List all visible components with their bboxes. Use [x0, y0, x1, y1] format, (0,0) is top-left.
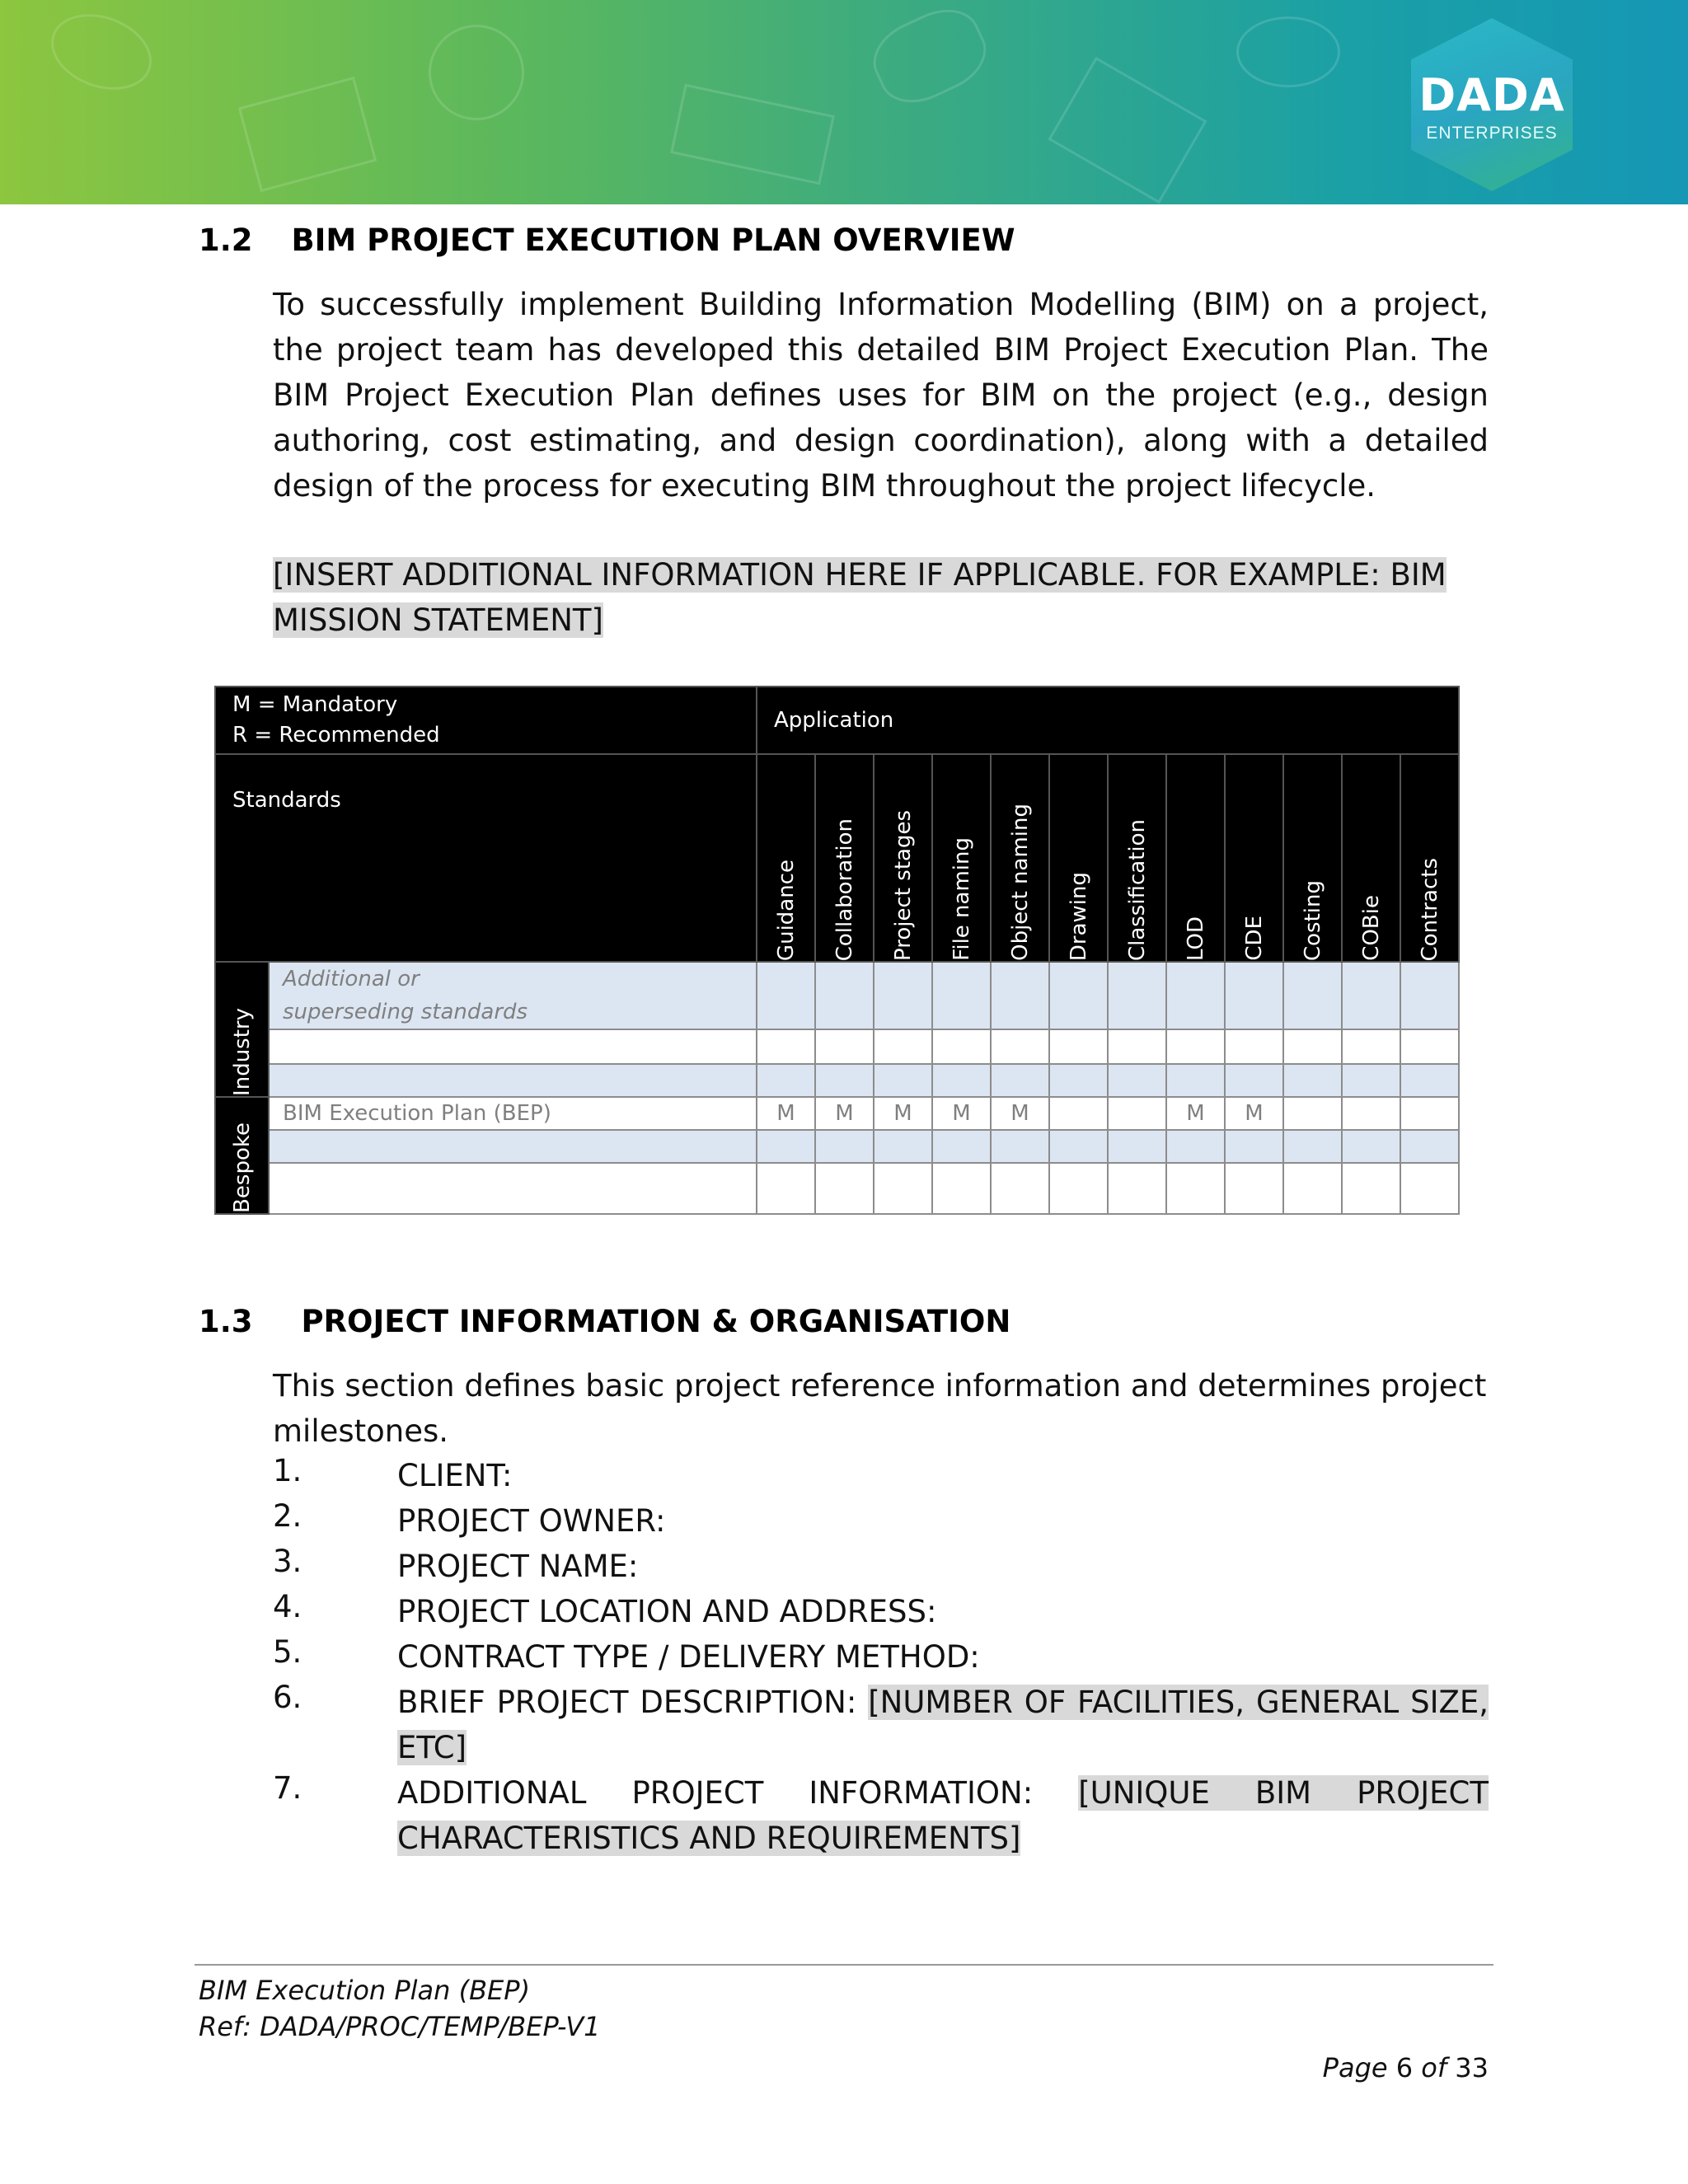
- table-cell: [1108, 1130, 1166, 1163]
- table-cell: M: [757, 1097, 815, 1130]
- table-cell: [1049, 1029, 1108, 1064]
- table-cell: [757, 962, 815, 1029]
- key-cell: [215, 687, 757, 754]
- table-cell: [991, 1064, 1049, 1097]
- list-item-text: BRIEF PROJECT DESCRIPTION:: [397, 1685, 869, 1720]
- col-project-stages: Project stages: [890, 810, 916, 961]
- list-item: [397, 1680, 1489, 1770]
- table-cell: [1283, 962, 1342, 1029]
- table-cell: [932, 1163, 991, 1214]
- list-item-number: 1.: [273, 1453, 302, 1488]
- column-header: [1342, 754, 1400, 962]
- industry-label: Industry: [229, 1008, 255, 1096]
- row-label-cell: [269, 1097, 757, 1130]
- list-item: [397, 1770, 1489, 1861]
- table-cell: [757, 1029, 815, 1064]
- banner-decoration: [1048, 57, 1207, 204]
- table-cell: [1342, 1097, 1400, 1130]
- header-banner: [0, 0, 1688, 204]
- table-cell: [1166, 1064, 1225, 1097]
- row-label-cell: [269, 1064, 757, 1097]
- table-cell: [1342, 1064, 1400, 1097]
- table-cell: [1225, 1130, 1283, 1163]
- table-cell: [1049, 1130, 1108, 1163]
- table-row: [215, 1163, 1459, 1214]
- column-header: [1283, 754, 1342, 962]
- list-item-number: 5.: [273, 1634, 302, 1670]
- table-cell: [1166, 1130, 1225, 1163]
- standards-label: Standards: [232, 788, 341, 813]
- standards-table: [214, 686, 1460, 1215]
- table-cell: [1342, 962, 1400, 1029]
- table-cell: M: [991, 1097, 1049, 1130]
- table-cell: [1225, 1064, 1283, 1097]
- list-item-number: 2.: [273, 1498, 302, 1534]
- table-row: [215, 1064, 1459, 1097]
- table-cell: [1342, 1163, 1400, 1214]
- page-total: 33: [1455, 2052, 1489, 2083]
- column-header: [757, 754, 815, 962]
- table-cell: [1108, 1097, 1166, 1130]
- table-cell: [1342, 1130, 1400, 1163]
- table-cell: [991, 1029, 1049, 1064]
- table-cell: [1166, 1163, 1225, 1214]
- placeholder-highlight: [INSERT ADDITIONAL INFORMATION HERE IF APPLICABLE. FOR EXAMPLE: BIM MISSION STATEMENT]: [273, 557, 1447, 638]
- list-item-text: PROJECT NAME:: [397, 1549, 639, 1584]
- col-lod: LOD: [1183, 916, 1208, 961]
- banner-decoration: [238, 77, 377, 192]
- logo-main-text: DADA: [1418, 69, 1565, 121]
- table-header-row: [215, 687, 1459, 754]
- table-cell: [991, 1163, 1049, 1214]
- banner-decoration: [1236, 16, 1340, 87]
- page-word: Page: [1322, 2052, 1388, 2083]
- col-file-naming: File naming: [949, 837, 974, 961]
- column-header: [932, 754, 991, 962]
- column-header: [1166, 754, 1225, 962]
- table-cell: [1283, 1163, 1342, 1214]
- key-mandatory: M = Mandatory: [232, 692, 398, 717]
- application-label: Application: [774, 708, 894, 733]
- col-contracts: Contracts: [1417, 857, 1442, 961]
- table-cell: [874, 1029, 932, 1064]
- table-cell: [874, 1130, 932, 1163]
- table-row: [215, 962, 1459, 1029]
- table-cell: [815, 1064, 874, 1097]
- table-cell: [932, 1064, 991, 1097]
- column-header-row: [215, 754, 1459, 962]
- industry-group-label: [215, 962, 269, 1097]
- table-cell: [1049, 1163, 1108, 1214]
- table-cell: [1225, 1029, 1283, 1064]
- table-cell: [815, 1130, 874, 1163]
- table-cell: M: [932, 1097, 991, 1130]
- column-header: [1049, 754, 1108, 962]
- col-guidance: Guidance: [773, 859, 799, 961]
- table-cell: [1049, 962, 1108, 1029]
- list-item: [397, 1498, 1489, 1544]
- col-collaboration: Collaboration: [832, 818, 857, 961]
- row-label-cell: [269, 962, 757, 1029]
- table-cell: [1225, 962, 1283, 1029]
- table-cell: [932, 1029, 991, 1064]
- list-item-text: CONTRACT TYPE / DELIVERY METHOD:: [397, 1639, 980, 1675]
- section-number: 1.3: [199, 1304, 253, 1339]
- table-cell: [1108, 962, 1166, 1029]
- table-cell: [757, 1130, 815, 1163]
- page-num: 6: [1395, 2052, 1414, 2083]
- col-drawing: Drawing: [1066, 871, 1091, 961]
- industry-row-label: Additional or superseding standards: [283, 967, 528, 1024]
- table-cell: [1283, 1097, 1342, 1130]
- bespoke-label: Bespoke: [229, 1122, 255, 1213]
- key-recommended: R = Recommended: [232, 723, 440, 748]
- table-cell: [757, 1163, 815, 1214]
- table-cell: [1108, 1064, 1166, 1097]
- table-cell: [1400, 1029, 1459, 1064]
- table-row: [215, 1130, 1459, 1163]
- table-cell: [1283, 1064, 1342, 1097]
- column-header: [1400, 754, 1459, 962]
- table-cell: M: [1166, 1097, 1225, 1130]
- application-header: [757, 687, 1459, 754]
- table-cell: [1108, 1029, 1166, 1064]
- row-label-cell: [269, 1163, 757, 1214]
- table-cell: [1108, 1163, 1166, 1214]
- section-title: PROJECT INFORMATION & ORGANISATION: [301, 1304, 1011, 1339]
- row-label-cell: [269, 1130, 757, 1163]
- table-cell: [932, 962, 991, 1029]
- column-header: [1108, 754, 1166, 962]
- table-cell: [757, 1064, 815, 1097]
- list-item: [397, 1544, 1489, 1589]
- table-cell: [874, 962, 932, 1029]
- column-header: [815, 754, 874, 962]
- table-cell: [1049, 1097, 1108, 1130]
- table-cell: [1342, 1029, 1400, 1064]
- column-header: [991, 754, 1049, 962]
- footer-doc-title: BIM Execution Plan (BEP): [199, 1975, 531, 2006]
- table-cell: M: [874, 1097, 932, 1130]
- list-item: [397, 1589, 1489, 1634]
- list-item-number: 4.: [273, 1589, 302, 1624]
- table-cell: [1400, 1064, 1459, 1097]
- table-cell: [1049, 1064, 1108, 1097]
- row-label-cell: [269, 1029, 757, 1064]
- col-cde: CDE: [1241, 916, 1267, 961]
- list-item: [397, 1634, 1489, 1680]
- table-cell: [1166, 962, 1225, 1029]
- col-cobie: COBie: [1358, 895, 1384, 961]
- footer-ref: Ref: DADA/PROC/TEMP/BEP-V1: [199, 2011, 601, 2042]
- list-item-number: 3.: [273, 1544, 302, 1579]
- table-cell: [1400, 1097, 1459, 1130]
- table-cell: [1283, 1029, 1342, 1064]
- column-header: [1225, 754, 1283, 962]
- company-logo: [1411, 18, 1573, 191]
- placeholder-paragraph: [273, 552, 1489, 643]
- banner-decoration: [429, 25, 524, 120]
- list-item-text: ADDITIONAL PROJECT INFORMATION:: [397, 1775, 1079, 1811]
- col-object-naming: Object naming: [1007, 804, 1033, 961]
- section-intro: This section defines basic project reference information and determines project milestones.: [273, 1368, 1487, 1449]
- section-heading-1-3: [199, 1304, 1010, 1339]
- list-item-number: 7.: [273, 1770, 302, 1806]
- section-title: BIM PROJECT EXECUTION PLAN OVERVIEW: [291, 223, 1015, 258]
- table-row: [215, 1029, 1459, 1064]
- table-cell: M: [815, 1097, 874, 1130]
- banner-decoration: [40, 1, 162, 103]
- column-header: [874, 754, 932, 962]
- list-item-number: 6.: [273, 1680, 302, 1715]
- table-cell: [991, 962, 1049, 1029]
- banner-decoration: [862, 0, 997, 115]
- list-item-highlight: [UNIQUE BIM PROJECT CHARACTERISTICS AND REQUIREMENTS]: [397, 1775, 1489, 1856]
- table-cell: [1225, 1163, 1283, 1214]
- overview-paragraph: To successfully implement Building Information Modelling (BIM) on a project, the project team has developed this detailed BIM Project Execution Plan. The BIM Project Execution Plan defines uses for BIM on the project (e.g., design authoring, cost estimating, and design coordination), along with a detailed design of the process for executing BIM throughout the project lifecycle.: [273, 287, 1489, 504]
- table-cell: [815, 962, 874, 1029]
- table-cell: [815, 1163, 874, 1214]
- list-item: [397, 1453, 1489, 1498]
- logo-sub-text: ENTERPRISES: [1426, 124, 1558, 143]
- section-heading-1-2: [199, 223, 1015, 258]
- table-cell: [1166, 1029, 1225, 1064]
- footer-page-number: [1323, 2052, 1489, 2083]
- table-cell: [815, 1029, 874, 1064]
- section-number: 1.2: [199, 223, 253, 258]
- list-item-highlight: [NUMBER OF FACILITIES, GENERAL SIZE, ETC]: [397, 1685, 1489, 1765]
- table-cell: [1283, 1130, 1342, 1163]
- table-cell: [991, 1130, 1049, 1163]
- bespoke-group-label: [215, 1097, 269, 1214]
- table-cell: [1400, 962, 1459, 1029]
- table-row: [215, 1097, 1459, 1130]
- of-word: of: [1421, 2052, 1447, 2083]
- banner-decoration: [670, 84, 835, 185]
- table-cell: [874, 1064, 932, 1097]
- table-cell: M: [1225, 1097, 1283, 1130]
- table-cell: [1400, 1130, 1459, 1163]
- table-cell: [1400, 1163, 1459, 1214]
- list-item-text: PROJECT LOCATION AND ADDRESS:: [397, 1594, 937, 1629]
- table-cell: [874, 1163, 932, 1214]
- list-item-text: PROJECT OWNER:: [397, 1503, 666, 1539]
- table-cell: [932, 1130, 991, 1163]
- col-classification: Classification: [1124, 818, 1150, 961]
- footer-divider: [195, 1964, 1493, 1966]
- list-item-text: CLIENT:: [397, 1458, 513, 1493]
- bep-row-label: BIM Execution Plan (BEP): [283, 1101, 551, 1126]
- col-costing: Costing: [1300, 879, 1325, 961]
- standards-header: [215, 754, 757, 962]
